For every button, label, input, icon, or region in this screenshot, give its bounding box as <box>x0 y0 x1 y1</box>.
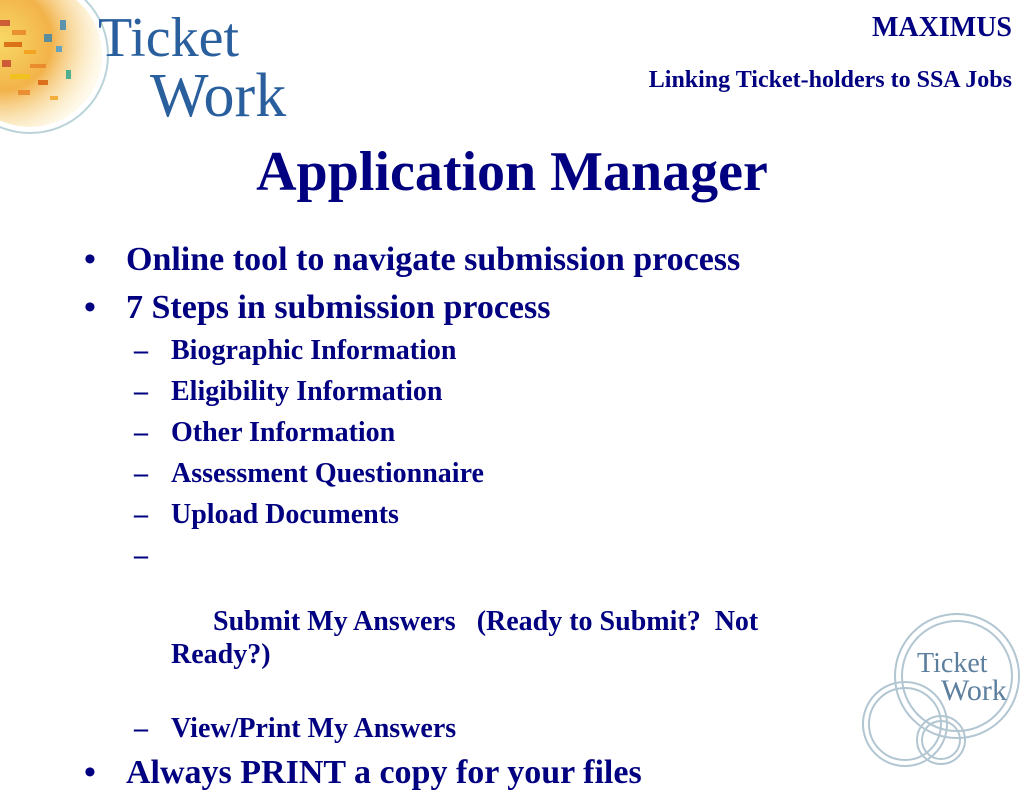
dash-marker: – <box>134 376 148 407</box>
header-tagline: Linking Ticket-holders to SSA Jobs <box>648 67 1012 93</box>
sub-bullet-item <box>84 457 864 490</box>
dash-marker: – <box>134 499 148 530</box>
sub-bullet-text: Biographic Information <box>171 335 457 366</box>
dash-marker: – <box>134 335 148 366</box>
watermark-word-work: Work <box>941 674 1007 707</box>
sub-bullet-text: Submit My Answers (Ready to Submit? Not Ready?) <box>171 606 766 670</box>
slide-title: Application Manager <box>256 141 768 203</box>
sub-bullet-item <box>84 498 864 531</box>
ticket-to-work-watermark-logo <box>855 612 1024 768</box>
dash-marker: – <box>134 713 148 744</box>
bullet-marker: • <box>84 289 96 326</box>
logo-word-work: Work <box>150 62 287 130</box>
sub-bullet-text: View/Print My Answers <box>171 713 457 744</box>
bullet-marker: • <box>84 241 96 278</box>
bullet-text: 7 Steps in submission process <box>126 289 551 326</box>
watermark-word-ticket: Ticket <box>917 648 988 679</box>
bullet-text: Online tool to navigate submission process <box>126 241 741 278</box>
logo-word-ticket: Ticket <box>98 7 240 69</box>
company-name: MAXIMUS <box>872 12 1012 43</box>
sub-bullet-text: Upload Documents <box>171 499 399 530</box>
bullet-item <box>84 753 864 793</box>
sub-bullet-text: Eligibility Information <box>171 376 443 407</box>
sub-bullet-item <box>84 712 864 745</box>
sub-bullet-item <box>84 375 864 408</box>
bullet-text: Always PRINT a copy for your files <box>126 754 642 791</box>
bullet-item <box>84 240 864 280</box>
dash-marker: – <box>134 540 148 571</box>
sub-bullet-text: Assessment Questionnaire <box>171 458 484 489</box>
bullet-marker: • <box>84 754 96 791</box>
bullet-item <box>84 288 864 328</box>
sub-bullet-text: Other Information <box>171 417 396 448</box>
sub-bullet-item <box>84 539 864 704</box>
sub-bullet-item <box>84 334 864 367</box>
sub-bullet-item <box>84 416 864 449</box>
slide-content <box>84 240 864 801</box>
ticket-to-work-logo <box>0 0 340 150</box>
dash-marker: – <box>134 417 148 448</box>
dash-marker: – <box>134 458 148 489</box>
sub-bullet-list <box>84 334 864 745</box>
